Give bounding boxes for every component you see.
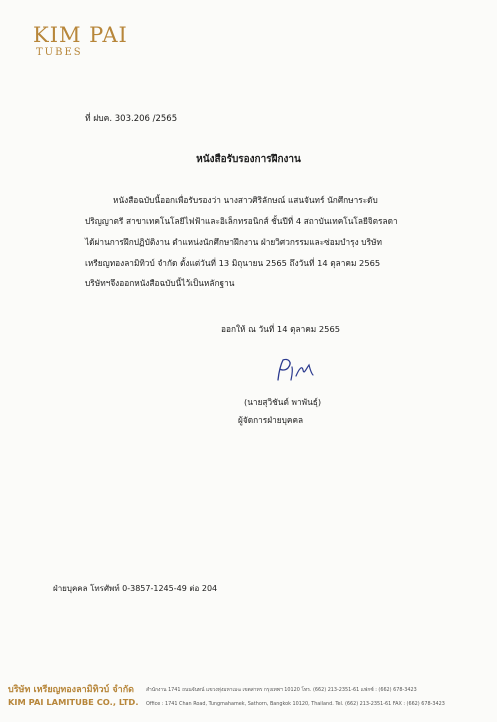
signer-block bbox=[238, 393, 321, 429]
document-title: หนังสือรับรองการฝึกงาน bbox=[196, 154, 301, 165]
logo-sub: TUBES bbox=[36, 47, 83, 58]
logo-brand: KIM PAI bbox=[33, 23, 128, 47]
body-line: บริษัทฯจึงออกหนังสือฉบับนี้ไว้เป็นหลักฐาน bbox=[85, 278, 235, 288]
company-logo bbox=[33, 24, 128, 60]
department-contact: ฝ่ายบุคคล โทรศัพท์ 0-3857-1245-49 ต่อ 204 bbox=[53, 584, 218, 593]
issue-date: ออกให้ ณ วันที่ 14 ตุลาคม 2565 bbox=[221, 324, 341, 334]
footer-company-th: บริษัท เหรียญทองลามิทิวบ์ จำกัด bbox=[8, 685, 135, 695]
body-line: ปริญญาตรี สาขาเทคโนโลยีไฟฟ้าและอิเล็กทรอนิกส์ ชั้นปีที่ 4 สถาบันเทคโนโลยีจิตรลดา bbox=[85, 216, 398, 226]
footer-address-th: สำนักงาน 1741 ถนนจันทน์ แขวงทุ่งมหาเมฆ เขตสาทร กรุงเทพฯ 10120 โทร. (662) 213-2351-61 แฟกซ์ : (662) 678-3423 bbox=[146, 687, 417, 693]
body-line: เหรียญทองลามิทิวบ์ จำกัด ตั้งแต่วันที่ 13 มิถุนายน 2565 ถึงวันที่ 14 ตุลาคม 2565 bbox=[85, 258, 381, 268]
footer-address-en: Office : 1741 Chan Road, Tungmahamek, Sathorn, Bangkok 10120, Thailand. Tel. (662) 213-2351-61 FAX : (662) 678-3423 bbox=[146, 701, 445, 707]
body-line: ได้ผ่านการฝึกปฏิบัติงาน ตำแหน่งนักศึกษาฝึกงาน ฝ่ายวิศวกรรมและซ่อมบำรุง บริษัท bbox=[85, 237, 382, 247]
reference-number: ที่ ฝบค. 303.206 /2565 bbox=[85, 114, 178, 124]
footer-company-en: KIM PAI LAMITUBE CO., LTD. bbox=[8, 697, 139, 707]
signer-position: ผู้จัดการฝ่ายบุคคล bbox=[238, 415, 304, 425]
body-line: หนังสือฉบับนี้ออกเพื่อรับรองว่า นางสาวศิริลักษณ์ แสนจันทร์ นักศึกษาระดับ bbox=[113, 195, 378, 205]
handwritten-signature bbox=[272, 356, 322, 392]
signer-name: (นายสุวิชันต์ พาพันธุ์) bbox=[244, 397, 322, 407]
